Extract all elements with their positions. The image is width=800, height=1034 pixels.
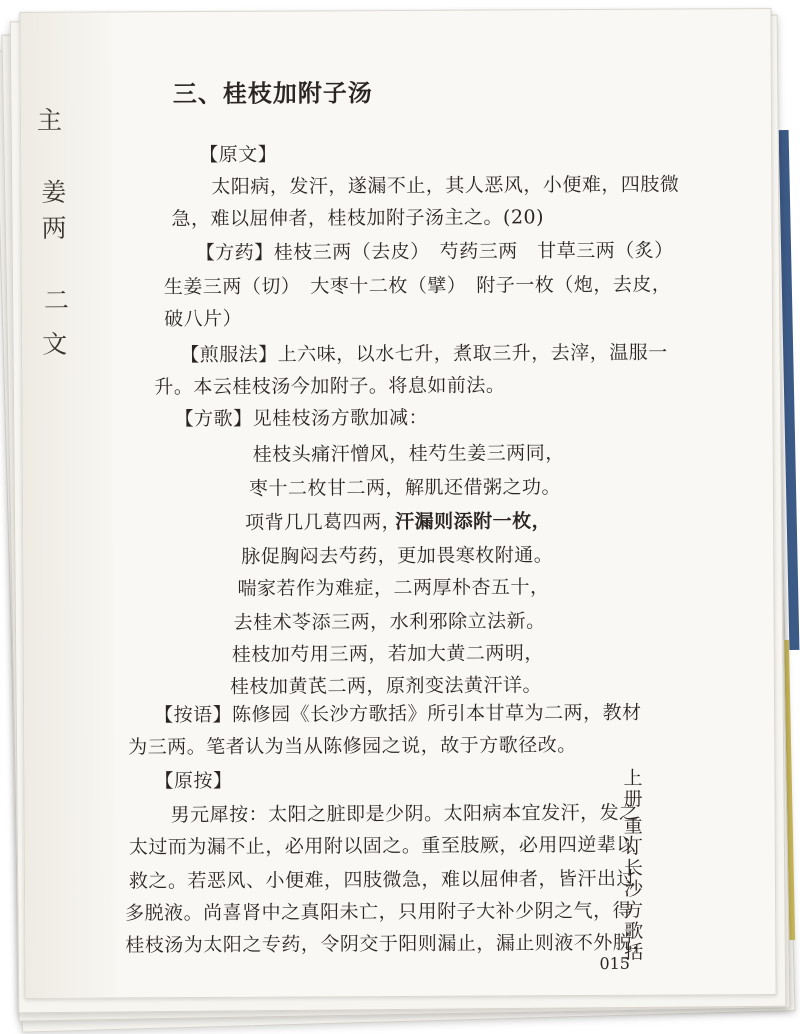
fangyao-line: 破八片） bbox=[163, 307, 243, 331]
yuanwen-heading: 【原文】 bbox=[199, 143, 278, 167]
book-title-vertical: 重订长沙方歌括 bbox=[620, 815, 644, 963]
yuanwen-line: 太阳病，发汗，遂漏不止，其人恶风，小便难，四肢微 bbox=[211, 173, 680, 198]
section-title: 三、桂枝加附子汤 bbox=[172, 78, 373, 109]
left-page-fragment bbox=[20, 12, 115, 997]
left-page-text: 姜 bbox=[41, 177, 67, 207]
yuanan-line: 救之。若恶风、小便难，四肢微急，难以屈伸者，皆汗出过 bbox=[128, 867, 637, 893]
anyu-line: 为三两。笔者认为当从陈修园之说，故于方歌径改。 bbox=[128, 734, 577, 759]
jianfu-line: 升。本云桂枝汤今加附子。将息如前法。 bbox=[154, 374, 506, 399]
fangge-verse-line: 桂枝头痛汗憎风，桂芍生姜三两同， bbox=[252, 442, 565, 466]
left-page-text: 二 bbox=[43, 285, 70, 315]
left-page-text: 主 bbox=[36, 105, 63, 135]
page-number: 015 bbox=[599, 953, 631, 973]
volume-label: 上册 bbox=[620, 767, 643, 810]
yuanan-heading: 【原按】 bbox=[154, 769, 233, 793]
fangge-verse-line: 脉促胸闷去芍药，更加畏寒枚附通。 bbox=[241, 544, 554, 568]
fangge-verse-line: 桂枝加黄芪二两，原剂变法黄汗详。 bbox=[229, 674, 543, 698]
fangge-verse-line: 枣十二枚甘二两，解肌还借粥之功。 bbox=[248, 476, 561, 500]
fangge-verse-line: 桂枝加芍用三两，若加大黄二两明， bbox=[231, 642, 544, 666]
yuanan-line: 男元犀按：太阳之脏即是少阴。太阳病本宜发汗，发之 bbox=[170, 801, 639, 827]
fangge-verse-line: 去桂术苓添三两，水利邪除立法新。 bbox=[233, 610, 546, 634]
left-page-text: 两 bbox=[41, 213, 67, 243]
fangyao-line: 生姜三两（切） 大枣十二枚（擘） 附子一枚（炮，去皮， bbox=[163, 273, 672, 299]
main-text bbox=[120, 10, 685, 998]
yuanan-line: 太过而为漏不止，必用附以固之。重至肢厥，必用四逆辈以 bbox=[128, 833, 636, 859]
yuanan-line: 多脱液。尚喜肾中之真阳未亡，只用附子大补少阴之气，得 bbox=[125, 899, 633, 925]
left-page-text: 文 bbox=[42, 329, 68, 359]
jianfu-line: 【煎服法】上六味，以水七升，煮取三升，去滓，温服一 bbox=[180, 341, 668, 367]
yuanwen-line: 急，难以屈伸者，桂枝加附子汤主之。(20) bbox=[171, 206, 545, 231]
anyu-line: 【按语】陈修园《长沙方歌括》所引本甘草为二两，教材 bbox=[154, 701, 642, 727]
yuanan-line: 桂枝汤为太阳之专药，令阴交于阳则漏止，漏止则液不外脱， bbox=[125, 931, 652, 957]
fangge-heading: 【方歌】见桂枝汤方歌加减： bbox=[174, 406, 429, 431]
book-page bbox=[19, 8, 776, 999]
fangge-verse-line: 喘家若作为难症，二两厚朴杏五十， bbox=[237, 576, 550, 600]
fangyao-line: 【方药】桂枝三两（去皮） 芍药三两 甘草三两（炙） bbox=[195, 239, 674, 265]
fangge-verse-line-a: 项背几几葛四两， bbox=[245, 510, 402, 534]
fangge-verse-line-b-bold: 汗漏则添附一枚， bbox=[395, 510, 552, 534]
